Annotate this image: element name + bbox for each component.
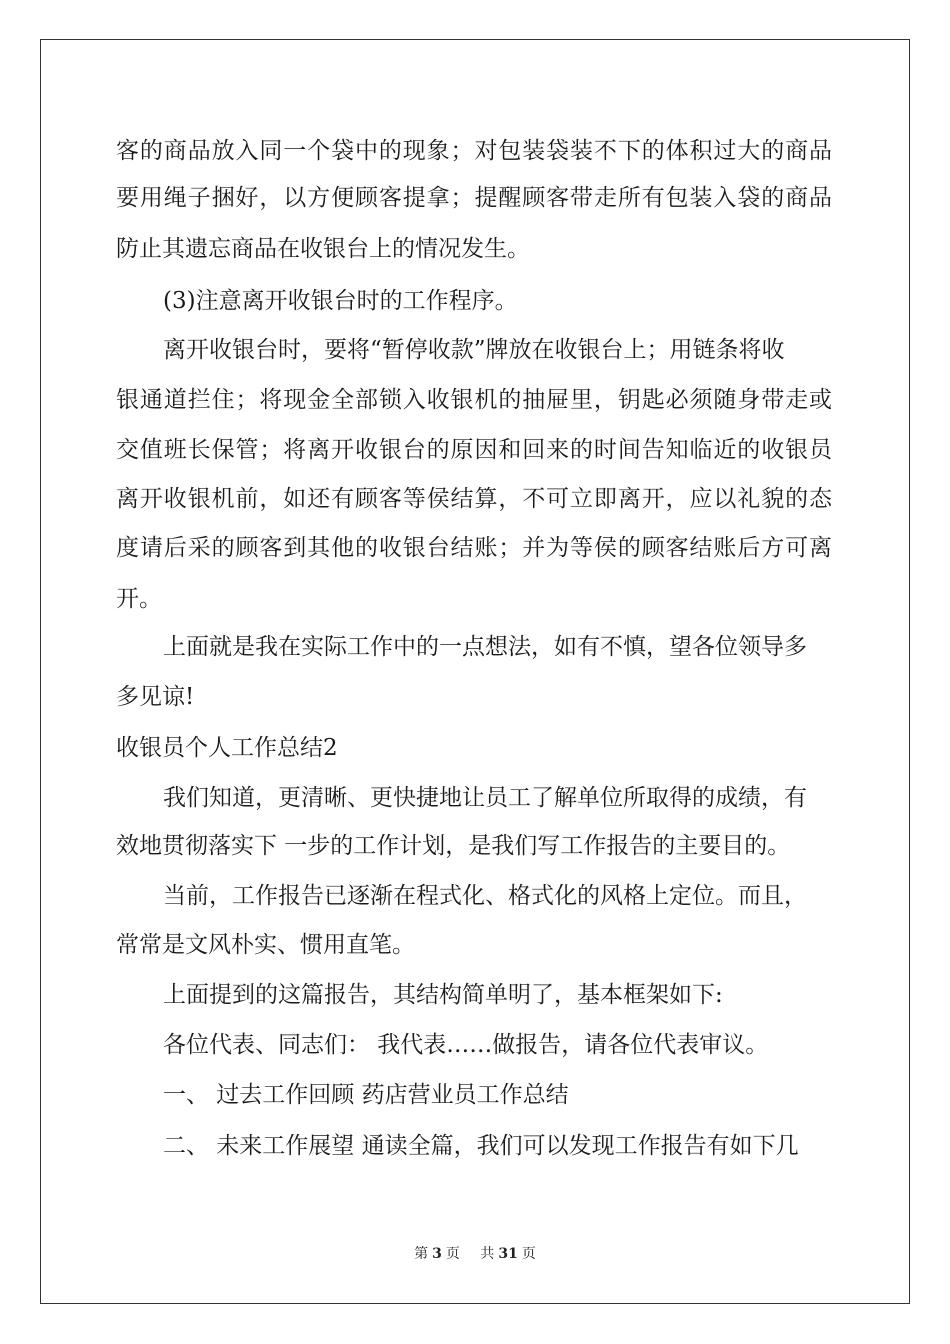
page-number: 3 <box>432 1246 442 1262</box>
text-line: 防止其遗忘商品在收银台上的情况发生。 <box>116 236 530 262</box>
text-line: 离开收银机前，如还有顾客等侯结算，不可立即离开，应以礼貌的态 <box>116 486 832 512</box>
text-line: (3)注意离开收银台时的工作程序。 <box>163 288 518 314</box>
text-line: 效地贯彻落实下 一步的工作计划，是我们写工作报告的主要目的。 <box>116 833 791 859</box>
text-line: 上面就是我在实际工作中的一点想法，如有不慎，望各位领导多 <box>163 634 807 660</box>
total-prefix: 共 <box>480 1246 495 1262</box>
total-pages: 31 <box>498 1246 518 1262</box>
total-indicator <box>476 1246 539 1262</box>
text-line: 开。 <box>116 586 162 612</box>
text-line: 各位代表、同志们： 我代表……做报告，请各位代表审议。 <box>163 1032 769 1058</box>
page-indicator <box>410 1246 464 1262</box>
text-line: 交值班长保管；将离开收银台的原因和回来的时间告知临近的收银员 <box>116 437 832 463</box>
page-border <box>40 39 910 1304</box>
page-suffix: 页 <box>445 1246 460 1262</box>
text-line: 二、 未来工作展望 通读全篇，我们可以发现工作报告有如下几 <box>163 1133 799 1159</box>
text-line: 银通道拦住；将现金全部锁入收银机的抽屉里，钥匙必须随身带走或 <box>116 387 832 413</box>
text-line: 离开收银台时，要将“暂停收款”牌放在收银台上；用链条将收 <box>163 337 785 363</box>
text-line: 要用绳子捆好，以方便顾客提拿；提醒顾客带走所有包装入袋的商品 <box>116 185 832 211</box>
text-line: 常常是文风朴实、惯用直笔。 <box>116 932 415 958</box>
page-footer <box>0 1243 950 1263</box>
text-line: 上面提到的这篇报告，其结构简单明了，基本框架如下: <box>163 982 723 1008</box>
page-prefix: 第 <box>414 1246 429 1262</box>
total-suffix: 页 <box>521 1246 536 1262</box>
text-line: 一、 过去工作回顾 药店营业员工作总结 <box>163 1082 569 1108</box>
text-line: 我们知道，更清晰、更快捷地让员工了解单位所取得的成绩，有 <box>163 785 807 811</box>
text-line: 客的商品放入同一个袋中的现象；对包装袋装不下的体积过大的商品 <box>116 138 832 164</box>
text-line: 多见谅! <box>116 684 195 710</box>
text-line: 度请后采的顾客到其他的收银台结账；并为等侯的顾客结账后方可离 <box>116 535 832 561</box>
section-heading: 收银员个人工作总结2 <box>116 735 338 761</box>
text-line: 当前，工作报告已逐渐在程式化、格式化的风格上定位。而且， <box>163 883 807 909</box>
